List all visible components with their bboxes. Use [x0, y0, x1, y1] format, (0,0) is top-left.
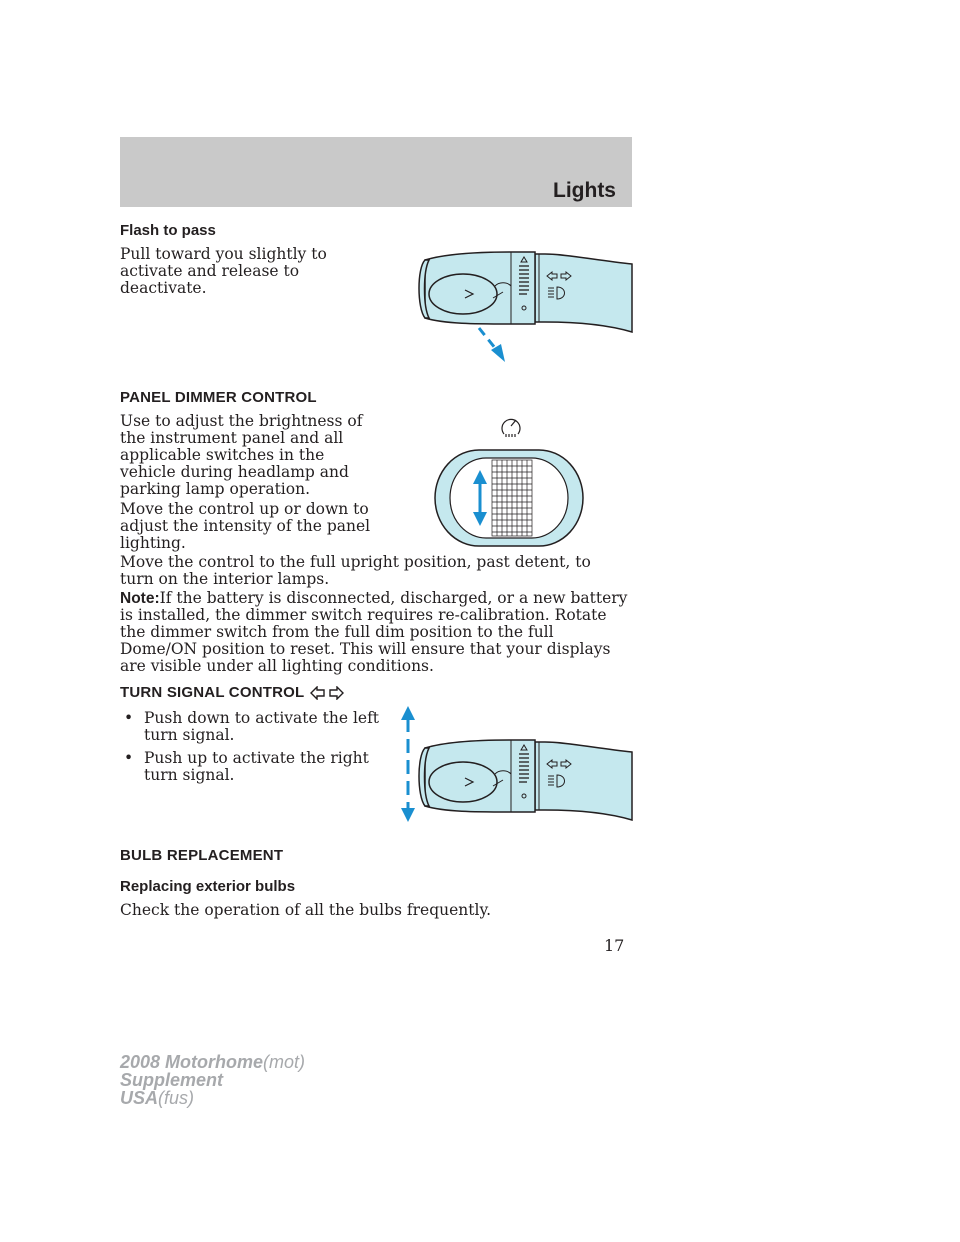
flash-to-pass-heading: Flash to pass [120, 222, 216, 239]
footer-line-1: 2008 Motorhome(mot) [120, 1052, 306, 1072]
multifunction-stalk-illustration-flash [415, 248, 635, 368]
document-footer [120, 1053, 305, 1107]
panel-dimmer-illustration [434, 408, 584, 550]
section-header-band [120, 137, 632, 207]
bulb-replacement-heading: BULB REPLACEMENT [120, 847, 284, 864]
turn-signal-bullet-left: Push down to activate the left turn signal. [144, 709, 380, 744]
panel-dimmer-para2: Move the control up or down to adjust the intensity of the panel lighting. [120, 500, 371, 552]
bulb-replacement-text: Check the operation of all the bulbs frequently. [120, 901, 492, 919]
direction-arrow-icon [479, 328, 505, 362]
turn-signal-heading-row [120, 683, 342, 701]
turn-signal-arrows-icon [310, 686, 344, 700]
panel-dimmer-note [120, 590, 630, 675]
flash-to-pass-text: Pull toward you slightly to activate and release to deactivate. [120, 245, 327, 297]
panel-dimmer-gauge-icon [502, 419, 520, 437]
direction-arrow-icon [401, 706, 415, 822]
footer-line-2: Supplement [120, 1070, 224, 1090]
panel-dimmer-para1: Use to adjust the brightness of the instrument panel and all applicable switches in the vehicle during headlamp and parking lamp operation. [120, 412, 363, 498]
multifunction-stalk-illustration-turn [398, 702, 635, 826]
page-number: 17 [604, 936, 625, 955]
panel-dimmer-heading: PANEL DIMMER CONTROL [120, 389, 317, 406]
turn-signal-heading: TURN SIGNAL CONTROL [120, 684, 305, 701]
section-title: Lights [553, 179, 616, 202]
footer-line-3: USA(fus) [120, 1088, 195, 1108]
panel-dimmer-para3: Move the control to the full upright position, past detent, to turn on the interior lamps. [120, 553, 591, 588]
note-text: If the battery is disconnected, discharged, or a new battery is installed, the dimmer switch requires re-calibration. Rotate the dimmer switch from the full dim position to the full Dome/ON position to reset. This will ensure that your displays are visible under all lighting conditions. [120, 589, 628, 675]
replacing-exterior-bulbs-heading: Replacing exterior bulbs [120, 878, 296, 895]
note-label: Note: [120, 590, 160, 607]
turn-signal-bullet-right: Push up to activate the right turn signal. [144, 749, 369, 784]
